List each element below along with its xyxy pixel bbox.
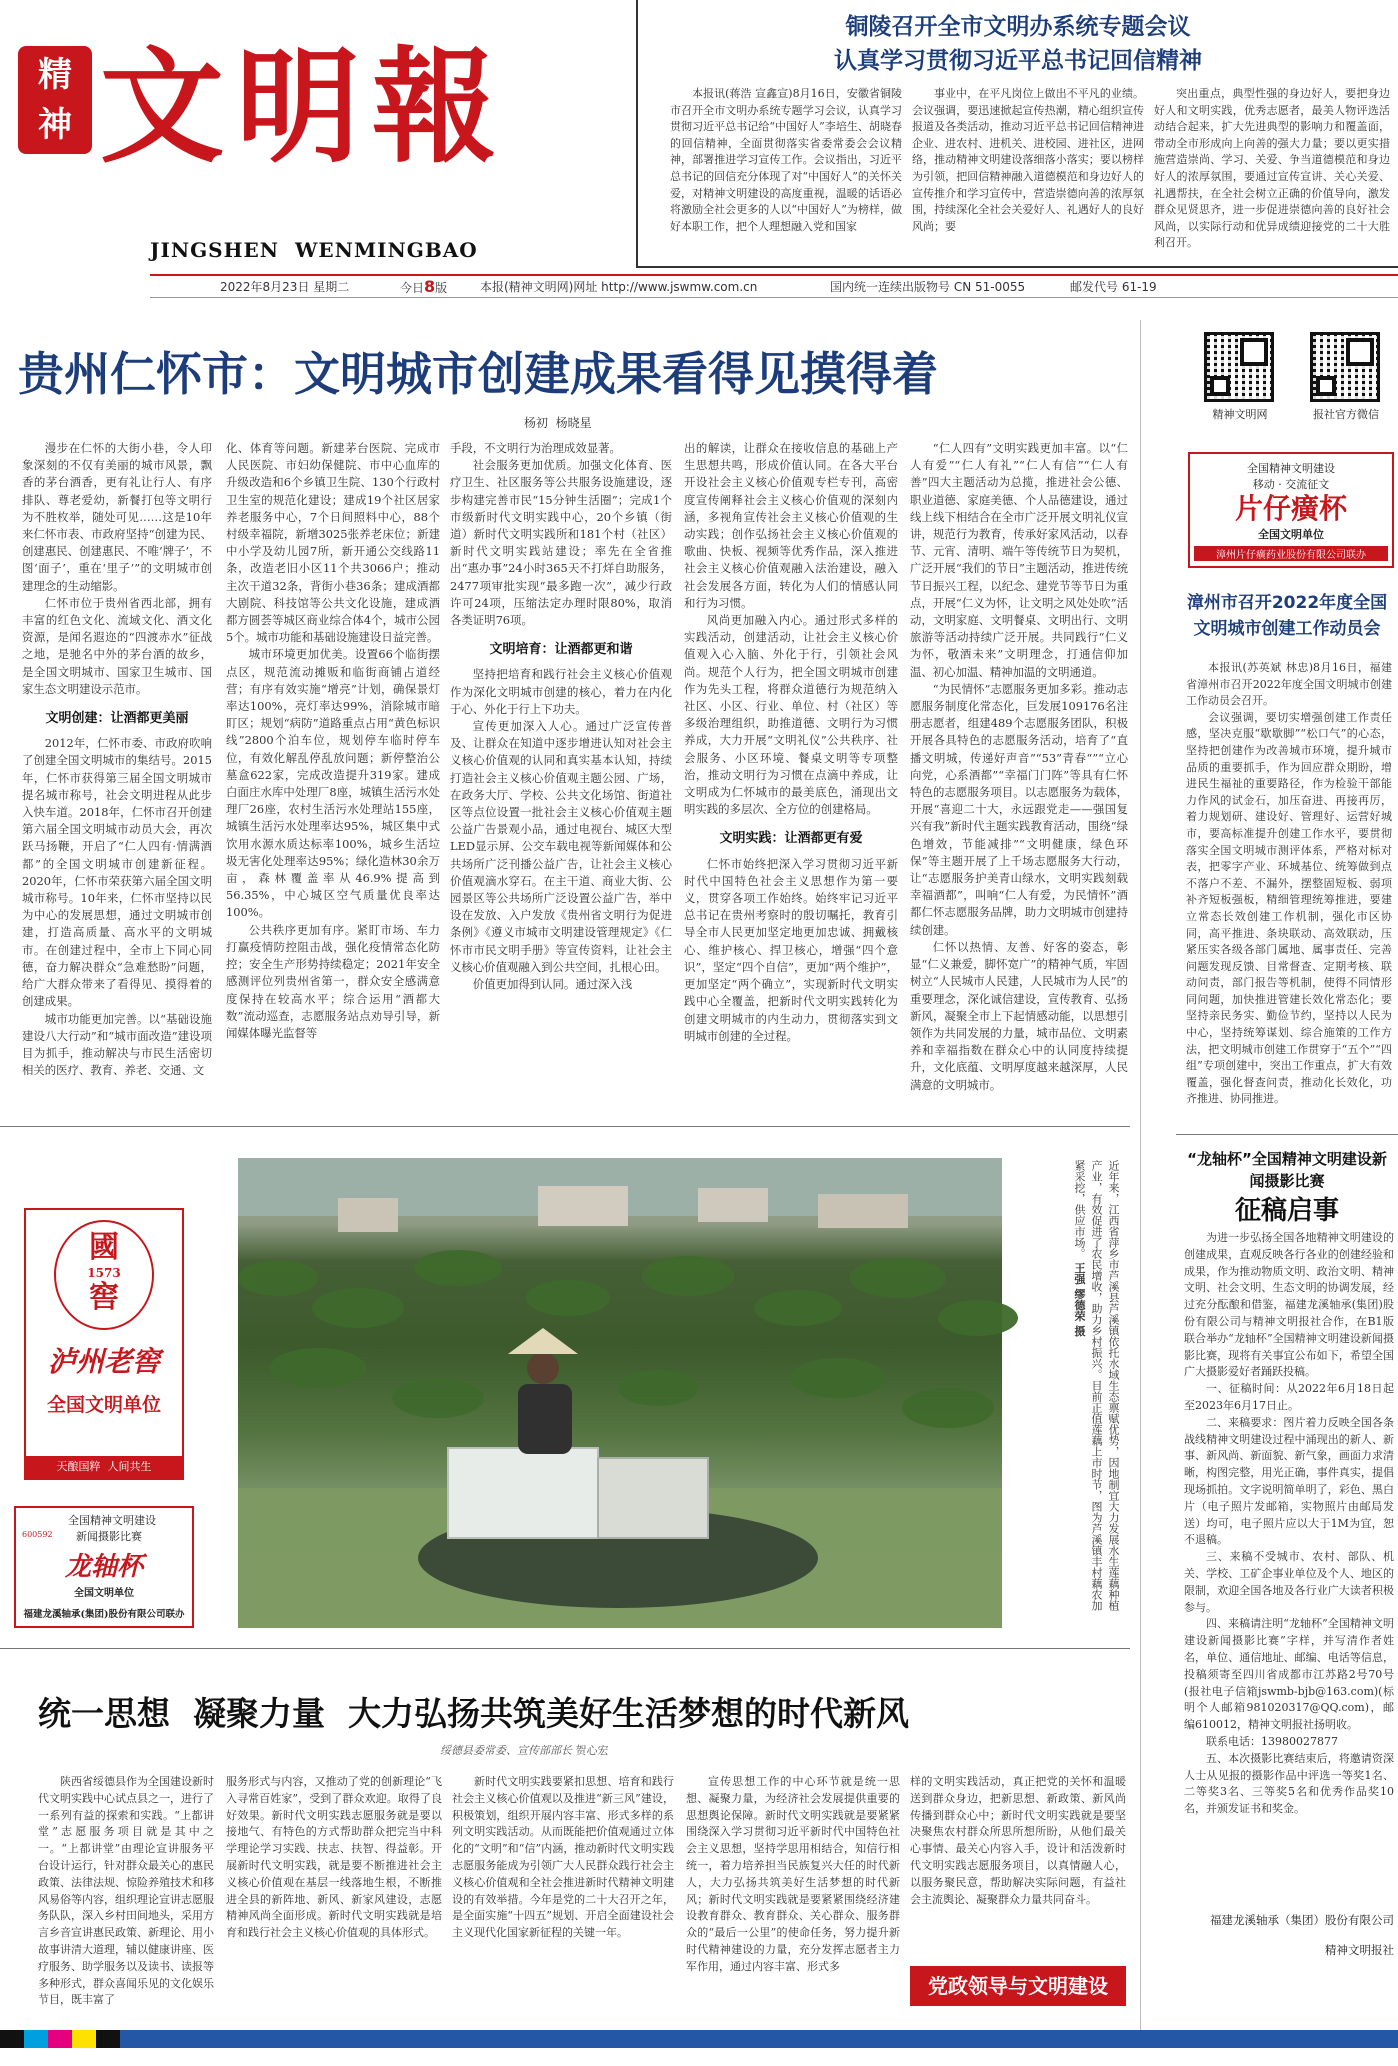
- ad-line: 移动 · 交流征文: [1252, 478, 1330, 491]
- paragraph: 陕西省绥德县作为全国建设新时代文明实践中心试点县之一，进行了一系列有益的探索和实践。“上都讲堂”志愿服务项目就是其中之一。“上都讲堂”由理论宣讲服务平台设计运行，针对群众最关心的惠民政策、法律法规、惊险养殖技术和移风易俗等内容，组织理论宣讲志愿服务队队，深入乡村田间地头，采用方言乡音宣讲惠民政策、新理论、用小故事讲清大道理，辅以健康讲座、医疗服务、助学服务以及读书、读报等多种形式，群众喜闻乐见的文化娱乐节目，既丰富了: [38, 1775, 214, 2007]
- ad-company: 漳州片仔癀药业股份有限公司联办: [1194, 546, 1388, 561]
- paragraph: 五、本次摄影比赛结束后，将邀请资深人士从见报的摄影作品中评选一等奖1名、二等奖3名、三等奖5名和优秀作品奖10名，并颁发证书和奖金。: [1184, 1751, 1394, 1816]
- title-char: 報: [372, 35, 497, 180]
- seal-char: 精: [38, 55, 72, 95]
- contest-title: “龙轴杯”全国精神文明建设新闻摄影比赛: [1187, 1150, 1387, 1190]
- news-photo: [238, 1158, 1002, 1628]
- bottom-headline: 统一思想 凝聚力量 大力弘扬共筑美好生活梦想的时代新风: [38, 1694, 909, 1733]
- masthead: [0, 0, 628, 268]
- ad-line: 新闻摄影比赛: [76, 1530, 142, 1543]
- paragraph: 仁怀市始终把深入学习贯彻习近平新时代中国特色社会主义思想作为第一要义，贯穿各项工作始终。始终牢记习近平总书记在贵州考察时的殷切嘱托，教育引导全市人民更加坚定地更加忠诚、拥戴核心、维护核心、捍卫核心，增强“四个意识”，坚定“四个自信”，更加“两个维护”，更加坚定“两个确立”，实现新时代文明实践中心全覆盖，把新时代文明实践转化为创建文明城市的内生动力，贯彻落实到文明城市创建的全过程。: [684, 856, 898, 1043]
- main-byline: 杨初 杨晓星: [524, 416, 592, 430]
- website-link[interactable]: 本报(精神文明网)网址 http://www.jswmw.com.cn: [480, 280, 758, 294]
- qr-caption: 报社官方微信: [1313, 408, 1379, 421]
- side-story-title: 漳州市召开2022年度全国文明城市创建工作动员会: [1186, 593, 1388, 639]
- contest-sign: 福建龙溪轴承（集团）股份有限公司: [1210, 1913, 1394, 1927]
- paragraph: 化、体育等问题。新建茅台医院、完成市人民医院、市妇幼保健院、市中心血库的升级改造和6个乡镇卫生院、130个行政村卫生室的规范化建设；建成19个社区居家养老服务中心，7个日间照料中心，88个村级幸福院，新增3025张养老床位；新建中小学及幼儿园7所，新开通公交线路11条，改造老旧小区11个共3066户；推动主次干道32条，背街小巷36条；建成酒都大剧院、科技馆等公共文化设施，建成酒都方圆荟等城区商业综合体4个，城市公园5个。城市功能和基础设施建设日益完善。: [226, 441, 440, 645]
- paragraph: 一、征稿时间：从2022年6月18日起至2023年6月17日止。: [1184, 1382, 1394, 1412]
- title-char: 文: [100, 35, 225, 180]
- divider: [1176, 1134, 1398, 1135]
- paragraph: 本报讯(苏英斌 林忠)8月16日，福建省漳州市召开2022年度全国文明城市创建工作动员会召开。: [1186, 661, 1392, 708]
- title-char: 明: [236, 35, 361, 180]
- seal: [18, 46, 92, 154]
- paragraph: “为民情怀”志愿服务更加多彩。推动志愿服务制度化常态化，巨发展109176名注册志愿者，组建489个志愿服务团队，积极开展各具特色的志愿服务活动，培育了“直播文明城，传递好声音”“53”青春“”“立心向党，心系酒都”“幸福门门阵”等具有仁怀特色的志愿服务项目。以志愿服务为载体，开展“喜迎二十大，永远跟党走——强国复兴有我”新时代主题实践教育活动，围绕“绿色增效，节能减排”“文明健康，绿色环保”等主题开展了上千场志愿服务大行动，让“志愿服务护美青山绿水，文明实践刻载幸福酒都”，叫响“仁人有爱，为民情怀”酒都仁怀志愿服务品牌，助力文明城市创建持续创建。: [910, 681, 1128, 937]
- byline-name: 贺心宏: [575, 1744, 609, 1757]
- paragraph: 仁怀市位于贵州省西北部，拥有丰富的红色文化、流域文化、酒文化资源，是闻名遐迩的“四渡赤水”征战之地，是驰名中外的茅台酒的故乡，是全国文明城市、国家卫生城市、国家生态文明建设示范市。: [22, 595, 212, 696]
- paragraph: 价值更加得到认同。通过深入浅: [472, 977, 633, 992]
- paragraph: 城市功能更加完善。以“基础设施建设八大行动”和“城市面改造”建设项目为抓手，推动解决与市民生活密切相关的医疗、教育、养老、交通、文: [22, 1011, 212, 1078]
- divider: [0, 1126, 1130, 1127]
- page-count: [400, 276, 447, 299]
- ad-brand: 片仔癀杯: [1234, 492, 1347, 525]
- paragraph: 突出重点，典型性强的身边好人，要把身边好人和文明实践，优秀志愿者，最美人物评选活动结合起来，扩大先进典型的影响力和覆盖面，带动全市形成向上向善的强大力量；要以更实措施营造崇尚、学习、关爱、争当道德模范和身边好人的浓厚氛围，要通过宣传宣讲、关心关爱、礼遇帮扶，在全社会树立正确的价值导向，激发群众见贤思齐，进一步促进崇德向善的良好社会风尚，以实际行动和优异成绩迎接党的二十大胜利召开。: [1154, 87, 1390, 250]
- paragraph: 城市环境更加优美。设置66个临街摆点区，规范流动摊贩和临街商铺占道经营；有序有效实施“增亮”计划，确保景灯率达100%，亮灯率达99%，消除城市暗盯区；规划“病防”道路重点占用“黄色标识线”2800个泊车位，规划停车临时停车位，有效化解乱停乱放问题；新停整治公墓盒622家，完成改造提升319家。建成白面庄水库中处理厂8座，城镇生活污水处理厂26座，农村生活污水处理站155座，城镇生活污水处理率达95%，城区集中式饮用水源水质达标率100%，城乡生活垃圾无害化处理率达95%；绿化造林30余万亩，森林覆盖率从46.9%提高到56.35%，中心城区空气质量优良率达100%。: [226, 647, 440, 920]
- ad-brand: 泸州老窖: [47, 1345, 160, 1378]
- logo-char: 窖: [89, 1280, 119, 1315]
- ad-line: 全国精神文明建设: [68, 1514, 156, 1527]
- paragraph: 二、来稿要求：图片着力反映全国各条战线精神文明建设过程中涌现出的新人、新事、新风尚、新面貌、新气象，画面力求清晰，构图完整，用光正确，事件真实，提倡现场抓拍。文字说明简单明了，彩色、黑白片（电子照片发邮箱，实物照片由邮局发送）均可，电子照片应以大于1M为宜，恕不退稿。: [1184, 1415, 1394, 1547]
- paragraph: 宣传更加深入人心。通过广泛宣传普及、让群众在知道中逐步增进认知对社会主义核心价值观的认同和真实基本认知，持续打造社会主义核心价值观主题公园、广场，在政务大厅、学校、公共文化场馆、街道社区等点位设置一批社会主义核心价值观主题公益广告景观小品，通过电视台、城区大型LED显示屏、公交车载电视等新闻媒体和公共场所广泛刊播公益广告，让社会主义核心价值观滴水穿石。在主干道、商业大街、公园景区等公共场所广泛设置公益广告，举中设在发放、入户发放《贵州省文明行为促进条例》《遵义市城市文明建设管理规定》《仁怀市市民文明手册》等宣传资料，让社会主义核心价值观融入到公共空间，扎根心田。: [450, 719, 672, 974]
- contest-heading: 征稿启事: [1234, 1196, 1339, 1226]
- ad-company: 福建龙溪轴承(集团)股份有限公司联办: [23, 1609, 185, 1620]
- contest-sign: 精神文明报社: [1325, 1943, 1394, 1957]
- logo-char: 國: [89, 1230, 119, 1265]
- ad-unit: 全国文明单位: [74, 1588, 134, 1599]
- ad-slogan: 天酿国粹 人间共生: [26, 1456, 182, 1478]
- color-registration-strip: [0, 2030, 120, 2048]
- qr-code[interactable]: [1310, 332, 1380, 402]
- main-headline: 贵州仁怀市：文明城市创建成果看得见摸得着: [18, 347, 938, 401]
- paragraph: “仁人四有”文明实践更加丰富。以“仁人有爱”“仁人有礼”“仁人有信”“仁人有善”四大主题活动为总揽，推进社会公德、职业道德、家庭美德、个人品德建设，通过线上线下相结合在全市广泛开展文明礼仪宣讲，规范行为教育，传承好家风活动，以春节、元宵、清明、端午等传统节日为契机，广泛开展“我们的节日”主题活动，推进传统节日振兴工程，以纪念、建党节等节日为重点，开展“仁义为怀，让文明之风处处吹”活动，文明家庭、文明餐桌、文明出行、文明旅游等活动持续广泛开展。共同践行“仁义为怀，敬酒未来”文明理念，打通信仰加温、初心加温、精神加温的文明通道。: [910, 441, 1128, 679]
- byline-title: 绥德县委常委、宣传部部长: [440, 1744, 572, 1757]
- top-story-title: 铜陵召开全市文明办系统专题会议: [845, 14, 1191, 40]
- column-tag: 党政领导与文明建设: [910, 1966, 1126, 2006]
- color-block: [24, 2030, 48, 2048]
- paragraph: 风尚更加融入内心。通过形式多样的实践活动，创建活动，让社会主义核心价值观入心入脑、外化于行，引领社会风尚。规范个人行为，把全国文明城市创建作为先头工程，将群众道德行为规范纳入社区、小区、行业、单位、村（社区）等多级治理组织，助推道德、文明行为习惯养成，大力开展“文明礼仪”公共秩序、社会服务、小区环境、餐桌文明等专项整治，推动文明行为习惯在点滴中养成，让文明成为仁怀城市的最美底色，涌现出文明实践的多层次、全方位的创建格局。: [684, 613, 898, 817]
- page-count-suffix: 版: [435, 281, 448, 295]
- ad-unit: 全国文明单位: [1258, 528, 1324, 541]
- paragraph: 三、来稿不受城市、农村、部队、机关、学校、工矿企事业单位及个人、地区的限制，欢迎全国各地及各行业广大读者积极参与。: [1184, 1550, 1394, 1614]
- paragraph: 出的解读，让群众在接收信息的基础上产生思想共鸣，形成价值认同。在各大平台开设社会主义核心价值观专栏专刊，高密度宣传阐释社会主义核心价值观的深刻内涵，多视角宣传社会主义核心价值观的生动实践；创作弘扬社会主义核心价值观的歌曲、快板、视频等优秀作品，深入推进社会主义核心价值观融入法治建设，融入社会发展各方面，转化为人们的情感认同和行为习惯。: [684, 441, 898, 610]
- paragraph: 本报讯(蒋浩 宣鑫宣)8月16日，安徽省铜陵市召开全市文明办系统专题学习会议，认真学习贯彻习近平总书记给“中国好人”李培生、胡晓春的回信精神，全面贯彻落实省委常委会会议精神，部署推进学习宣传工作。会议指出，习近平总书记的回信充分体现了对“中国好人”的关怀关爱，对精神文明建设的高度重视，温暖的话语必将激励全社会更多的人以“中国好人”为榜样，做好本职工作，把个人理想融入党和国家: [670, 87, 902, 233]
- masthead-pinyin: JINGSHEN WENMINGBAO: [150, 238, 478, 262]
- ad-code: 600592: [22, 1530, 53, 1539]
- bottom-byline: [440, 1742, 609, 1758]
- paragraph: 坚持把培育和践行社会主义核心价值观作为深化文明城市创建的核心，着力在内化于心、外化于行上下功夫。: [450, 667, 672, 716]
- ad-longzhou: [14, 1506, 194, 1628]
- paragraph: 手段，不文明行为治理成效显著。: [450, 441, 621, 455]
- color-block: [96, 2030, 120, 2048]
- section-heading: 文明实践：让酒都更有爱: [719, 831, 863, 847]
- seal-char: 神: [38, 105, 72, 145]
- divider: [1140, 320, 1141, 2032]
- ad-brand: 龙轴杯: [64, 1552, 143, 1582]
- color-block: [0, 2030, 24, 2048]
- paragraph: 事业中，在平凡岗位上做出不平凡的业绩。会议强调，要迅速掀起宣传热潮，精心组织宣传报道及各类活动，推动习近平总书记回信精神进企业、进农村、进机关、进校园、进社区，进网络，推动精神文明建设落细落小落实；要以榜样为引领，把回信精神融入道德模范和身边好人的宣传推介和学习宣传中，营造崇德向善的浓厚氛围，持续深化全社会关爱好人、礼遇好人的良好风尚；要: [912, 87, 1144, 233]
- section-heading: 文明创建：让酒都更美丽: [45, 711, 189, 727]
- photo-scene: [238, 1158, 1002, 1628]
- top-story-subtitle: 认真学习贯彻习近平总书记回信精神: [834, 48, 1202, 74]
- photo-caption: [1012, 1160, 1122, 1620]
- ad-pianzaihuang: [1188, 452, 1394, 568]
- ad-unit: 全国文明单位: [46, 1394, 161, 1416]
- paragraph: 联系电话：13980027877: [1206, 1734, 1338, 1748]
- logo-year: 1573: [87, 1266, 121, 1280]
- issue-date: 2022年8月23日 星期二: [220, 280, 350, 294]
- color-block: [48, 2030, 72, 2048]
- paragraph: 漫步在仁怀的大街小巷，令人印象深刻的不仅有美丽的城市风景，飘香的茅台酒香，更有礼让行人、有序排队、尊老爱幼，新餐打包等文明行为不胜枚举，随处可见……这是10年来仁怀市表、市政府坚持“创建为民、创建惠民、创建惠民、不唯‘牌子’，不图‘面子’，重在‘里子’”的文明城市创建理念的生动缩影。: [22, 441, 212, 593]
- issn: 国内统一连续出版物号 CN 51-0055: [830, 280, 1026, 294]
- paragraph: 2012年，仁怀市委、市政府吹响了创建全国文明城市的集结号。2015年，仁怀市获得第三届全国文明城市提名城市称号，社会文明进程从此步入快车道。2018年，仁怀市召开创建第六届全国文明城市动员大会，再次跃马扬鞭，开启了“仁人四有·情满酒都”的全国文明城市创建新征程。2020年，仁怀市荣获第六届全国文明城市称号。10年来，仁怀市坚持以民为中心的发展思想，通过文明城市创建，打造高质量、高水平的文明城市。在创建过程中，全市上下同心同德，奋力解决群众“急难愁盼”问题，给广大群众带来了看得见、摸得着的创建成果。: [22, 736, 212, 1009]
- paragraph: 四、来稿请注明“龙轴杯”全国精神文明建设新闻摄影比赛”字样，并写清作者姓名，单位、通信地址、邮编、电话等信息，投稿须寄至四川省成都市江苏路2号70号(报社电子信箱jswmb-bjb@163.com)(标明个人邮箱981020317@QQ.com)，邮编610012，精神文明报社扬明收。: [1184, 1617, 1394, 1732]
- footer-text: 《准予广告发布登记决定书》编号(川市监广登字[2019]0001号) 电子信箱：jswmb-bjb@163.com 定价：月价34元 季价99元 全年价398元 编辑 吴海燕: [197, 2050, 1040, 2064]
- ad-line: 全国精神文明建设: [1247, 462, 1335, 475]
- paragraph: 为进一步弘扬全国各地精神文明建设的创建成果，直观反映各行各业的创建经验和成果，作为推动物质文明、政治文明、精神文明、社会文明、生态文明的协调发展，经过充分酝酿和借鉴，福建龙溪轴承(集团)股份有限公司与精神文明报社合作，在B1版联合举办“龙轴杯”全国精神文明建设新闻摄影比赛，现将有关事宜公布如下，希望全国广大摄影爱好者踊跃投稿。: [1184, 1231, 1394, 1379]
- paragraph: 社会服务更加优质。加强文化体育、医疗卫生、社区服务等公共服务设施建设，逐步构建完善市民“15分钟生活圈”；完成1个市级新时代文明实践中心，20个乡镇（街道）新时代文明实践所和181个村（社区）新时代文明实践站建设；率先在全省推出“惠办事”24小时365天不打烊自助服务，2477项审批实现“最多跑一次”，减少行政许可24项，压缩法定办理时限80%，取消各类证明76项。: [450, 458, 672, 628]
- divider: [0, 1648, 1130, 1649]
- guojiao-logo: [54, 1220, 154, 1330]
- postal-code: 邮发代号 61-19: [1070, 280, 1157, 294]
- paragraph: 宣传思想工作的中心环节就是统一思想、凝聚力量，为经济社会发展提供重要的思想舆论保障。新时代文明实践就是要紧紧围绕深入学习贯彻习近平新时代中国特色社会主义思想，坚持学思用相结合，知信行相统一，着力培养担当民族复兴大任的时代新人，大力弘扬共筑美好生活梦想的时代新风；新时代文明实践就是要紧紧围绕经济建设教育群众、教育群众、关心群众、服务群众的“最后一公里”的使命任务，努力提升新时代精神建设的力量，充分发挥志愿者主力军作用，通过内容丰富、形式多: [686, 1775, 900, 1973]
- top-story: [636, 0, 1398, 268]
- paragraph: 样的文明实践活动，真正把党的关怀和温暖送到群众身边，把新思想、新政策、新风尚传播到群众心中；新时代文明实践就是要坚决聚焦农村群众所思所想所盼，从他们最关心事情、最关心内容入手，设计和活泼新时代文明实践志愿服务项目，以真情融人心，以服务聚民意，帮助解决实际问题，有益社会主流舆论、凝聚群众力量共同奋斗。: [910, 1775, 1126, 1906]
- qr-code[interactable]: [1204, 332, 1274, 402]
- section-heading: 文明培育：让酒都更和谐: [489, 642, 633, 658]
- ad-luzhou: [24, 1208, 184, 1480]
- page-count-number: 8: [424, 277, 436, 296]
- qr-caption: 精神文明网: [1212, 408, 1268, 421]
- caption-text: 近年来，江西省萍乡市芦溪县芦溪镇依托水域生态禀赋优势，因地制宜大力发展水生莲藕种植产业，有效促进了农民增收，助力乡村振兴。目前正值莲藕上市时节，图为芦溪镇丰村藕农加紧采挖，供应市场。: [1073, 1160, 1120, 1611]
- footer-bar: [120, 2030, 1398, 2064]
- paragraph: 新时代文明实践要紧扣思想、培育和践行社会主义核心价值观以及推进“新三风”建设，积极策划，组织开展内容丰富、形式多样的系列文明实践活动。从而既能把价值观通过立体化的“文明”和“信”内涵，推动新时代文明实践志愿服务能成为引领广大人民群众践行社会主义核心价值观和全社会推进新时代精神文明建设的有效举措。今年是党的二十大召开之年，是全面实施“十四五”规划、开启全面建设社会主义现代化国家新征程的关键一年。: [452, 1775, 674, 1940]
- color-block: [72, 2030, 96, 2048]
- page-count-prefix: 今日: [400, 281, 425, 295]
- paragraph: 会议强调，要切实增强创建工作责任感，坚决克服“歇歇脚”“松口气”的心态，坚持把创建作为改善城市环境，提升城市品质的重要抓手，作为回应群众期盼，增进民生福祉的重要路径，作为检验干部能力作风的试金石，加压奋进、再接再厉，着力规划研、建设好、管理好、运营好城市，要高标准提升创建工作水平，要贯彻落实全国文明城市测评体系，严格对标对表，把零字产业、环城基位、统筹做到点不落户不差、不漏外，摆整固短板、弱项补齐短板强板，精细管理统筹推进，要建立常态长效创建工作机制，强化市区协同，高平推进、条块联动、高效联动，压紧压实各级各部门属地、属事责任、完善问题发现反馈、目常督查、定期考核、联动问责，部门报告等机制，使得不同情形同问题，加快推进管建长效化常态化；要坚持亲民务实、勤俭节约，坚持以人民为中心，坚持统筹谋划、综合施策的工作方法，把文明城市创建工作贯穿于“五个”“四组”专项创建中，突出工作重点，扩大有效覆盖，强化督查问责，推动化长效化，功齐推进、协同推进。: [1186, 710, 1392, 1106]
- masthead-title: [100, 35, 610, 180]
- photo-credit: 王强 缪德荣 摄: [1073, 1262, 1086, 1337]
- date-bar: [150, 274, 1398, 298]
- paragraph: 仁怀以热情、友善、好客的姿态，彰显“仁义兼爱，脚怀宽广”的精神气质，牢固树立“人民城市人民建，人民城市为人民”的重要理念，深化诚信建设，宣传教育、弘扬新风，凝聚全市上下起情感动能，以思想引领作为共同发展的力量，城市品位、文明素养和幸福指数在群众心中的认同度持续提升，文化底蕴、文明厚度越来越深厚，人民满意的文明城市。: [910, 939, 1128, 1092]
- contest-notice: [1176, 1148, 1398, 1974]
- paragraph: 服务形式与内容，又推动了党的创新理论“飞入寻常百姓家”，受到了群众欢迎。取得了良好效果。新时代文明实践志愿服务就是要以接地气、有特色的方式帮助群众把完当中科学理论学习实践、扶志、扶智、得益彰。开展新时代文明实践，就是要不断推进社会主义核心价值观在基层一线落地生根，不断推进全县的新阵地、新风、新家风建设，志愿精神风尚全面形成。新时代文明实践就是培育和践行社会主义核心价值观的具体形式。: [226, 1775, 442, 1940]
- paragraph: 公共秩序更加有序。紧盯市场、车力打赢疫情防控阻击战，强化疫情常态化防控；安全生产形势持续稳定；2021年安全感测评位列贵州省第一，群众安全感满意度保持在较高水平；综合运用“酒都大数”流动巡查，志愿服务站点劝导引导，新闻媒体曝光监督等: [226, 922, 440, 1040]
